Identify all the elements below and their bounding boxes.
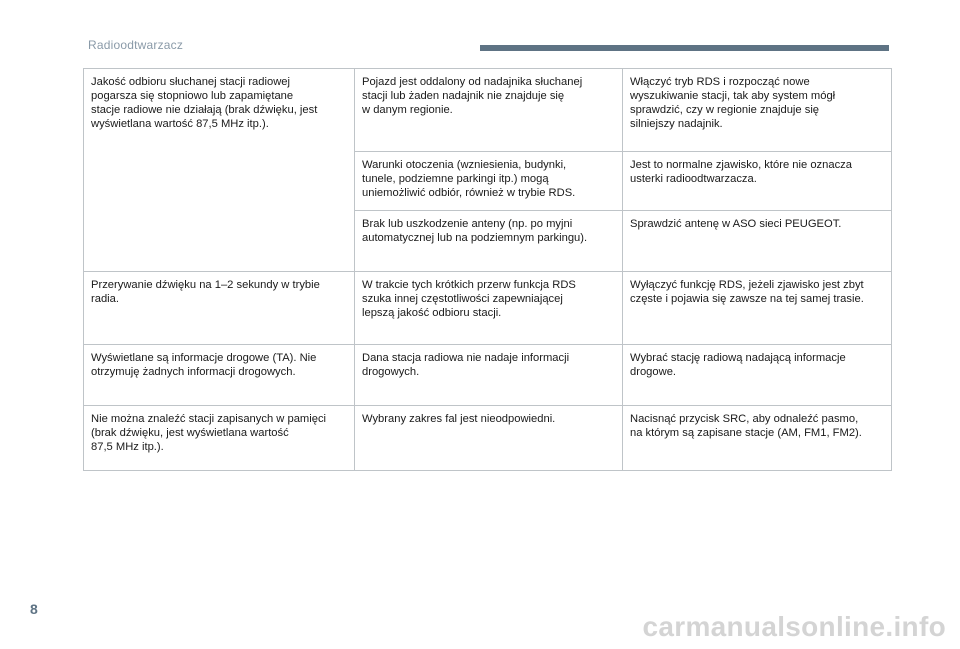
solution-cell: [623, 152, 892, 211]
problem-cell: [84, 345, 355, 406]
solution-cell: [623, 211, 892, 272]
solution-text: Wyłączyć funkcję RDS, jeżeli zjawisko jest zbyt częste i pojawia się zawsze na tej samej trasie.: [630, 279, 864, 305]
solution-cell: [623, 69, 892, 152]
cause-text: Pojazd jest oddalony od nadajnika słuchanej stacji lub żaden nadajnik nie znajduje się w danym regionie.: [362, 76, 583, 116]
cause-cell: [355, 406, 623, 471]
solution-cell: [623, 345, 892, 406]
table-row: [84, 406, 892, 471]
solution-text: Nacisnąć przycisk SRC, aby odnaleźć pasmo, na którym są zapisane stacje (AM, FM1, FM2).: [630, 413, 862, 439]
solution-text: Włączyć tryb RDS i rozpocząć nowe wyszukiwanie stacji, tak aby system mógł sprawdzić, czy w regionie znajduje się silniejszy nadajnik.: [630, 76, 836, 130]
cause-text: Wybrany zakres fal jest nieodpowiedni.: [362, 413, 556, 425]
cause-cell: [355, 69, 623, 152]
solution-text: Wybrać stację radiową nadającą informacje drogowe.: [630, 352, 846, 378]
cause-text: W trakcie tych krótkich przerw funkcja RDS szuka innej częstotliwości zapewniającej lepszą jakość odbioru stacji.: [362, 279, 576, 319]
page-header-title: Radioodtwarzacz: [88, 38, 184, 52]
problem-cell: [84, 272, 355, 345]
cause-cell: [355, 345, 623, 406]
solution-text: Jest to normalne zjawisko, które nie oznacza usterki radioodtwarzacza.: [630, 159, 852, 185]
watermark: carmanualsonline.info: [642, 611, 946, 642]
problem-text: Wyświetlane są informacje drogowe (TA). Nie otrzymuję żadnych informacji drogowych.: [91, 352, 317, 378]
problem-text: Jakość odbioru słuchanej stacji radiowej pogarsza się stopniowo lub zapamiętane stacje radiowe nie działają (brak dźwięku, jest wyświetlana wartość 87,5 MHz itp.).: [91, 76, 318, 130]
cause-cell: [355, 272, 623, 345]
troubleshooting-table: [83, 68, 892, 471]
problem-text: Nie można znaleźć stacji zapisanych w pamięci (brak dźwięku, jest wyświetlana wartość 87,5 MHz itp.).: [91, 413, 327, 453]
cause-text: Warunki otoczenia (wzniesienia, budynki, tunele, podziemne parkingi itp.) mogą uniemożliwić odbiór, również w trybie RDS.: [362, 159, 576, 199]
solution-text: Sprawdzić antenę w ASO sieci PEUGEOT.: [630, 218, 842, 230]
table-row: [84, 69, 892, 152]
header-bar: [480, 45, 889, 51]
table-row: [84, 272, 892, 345]
solution-cell: [623, 406, 892, 471]
page-number: 8: [30, 601, 38, 617]
problem-cell: [84, 406, 355, 471]
table-row: [84, 345, 892, 406]
cause-cell: [355, 152, 623, 211]
cause-cell: [355, 211, 623, 272]
problem-text: Przerywanie dźwięku na 1–2 sekundy w trybie radia.: [91, 279, 320, 305]
cause-text: Dana stacja radiowa nie nadaje informacji drogowych.: [362, 352, 570, 378]
cause-text: Brak lub uszkodzenie anteny (np. po myjni automatycznej lub na podziemnym parkingu).: [362, 218, 588, 244]
solution-cell: [623, 272, 892, 345]
problem-cell: [84, 69, 355, 272]
